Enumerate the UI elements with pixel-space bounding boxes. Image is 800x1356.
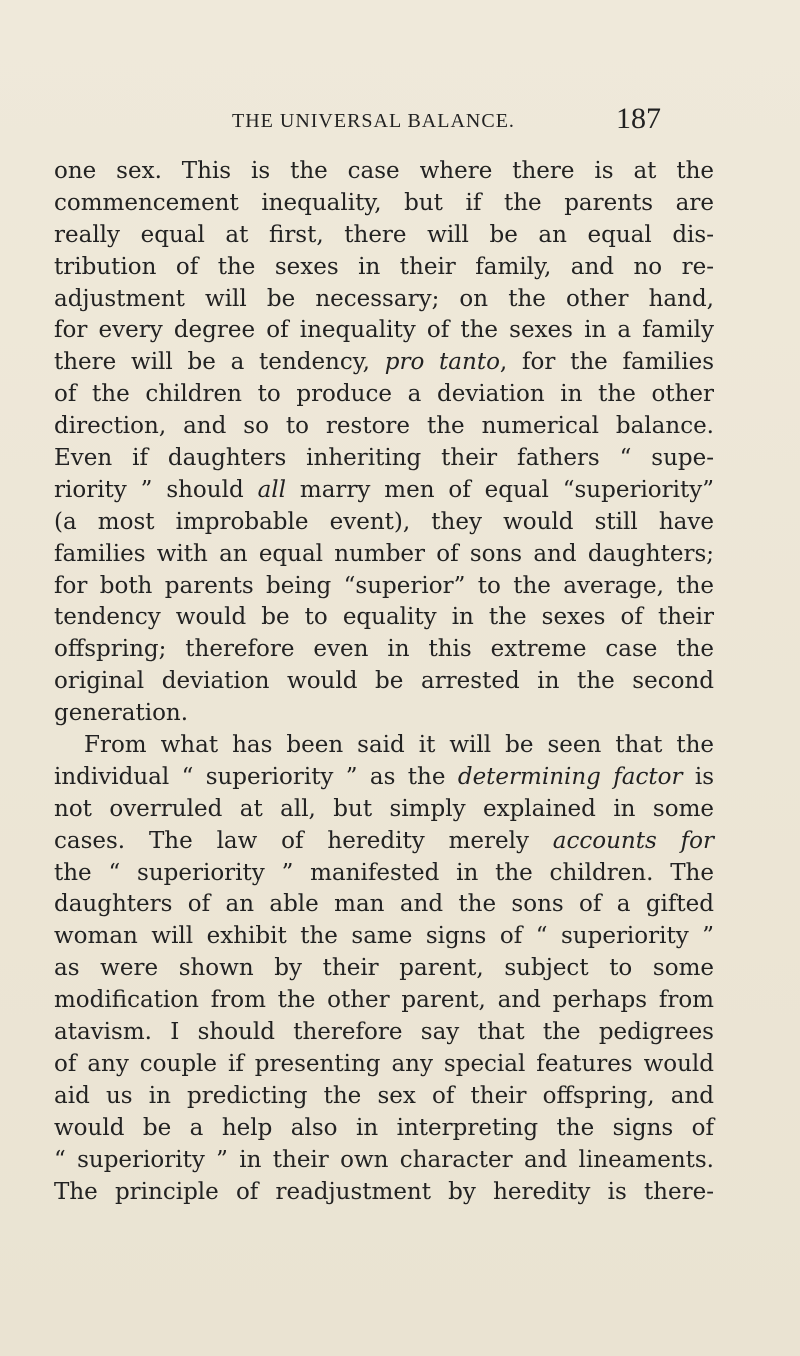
text-line: commencement inequality, but if the parents are [54, 189, 714, 216]
text-line: as were shown by their parent, subject to some [54, 955, 714, 982]
text-line: From what has been said it will be seen that the [84, 732, 714, 759]
text-line: daughters of an able man and the sons of a gifted [54, 891, 714, 918]
italic-text: pro tanto [384, 349, 500, 376]
text-segment: individual “ superiority ” as the [54, 763, 458, 790]
text-segment: riority ” should [54, 476, 258, 503]
italic-text: all [257, 476, 286, 503]
body-text [54, 156, 714, 1208]
text-segment: cases. The law of heredity merely [54, 827, 553, 854]
text-line: original deviation would be arrested in the second [54, 668, 714, 695]
text-line: would be a help also in interpreting the signs of [54, 1114, 714, 1141]
text-line: adjustment will be necessary; on the other hand, [54, 285, 714, 312]
text-line [54, 475, 714, 507]
text-line: generation. [54, 700, 189, 727]
running-title: THE UNIVERSAL BALANCE. [232, 110, 515, 132]
text-line: aid us in predicting the sex of their offspring, and [54, 1082, 714, 1109]
running-head [0, 102, 800, 142]
text-line: atavism. I should therefore say that the pedigrees [54, 1019, 714, 1046]
text-line: for every degree of inequality of the sexes in a family [54, 317, 714, 344]
text-line: offspring; therefore even in this extreme case the [54, 636, 714, 663]
text-line: families with an equal number of sons and daughters; [54, 540, 714, 567]
text-line: modification from the other parent, and perhaps from [54, 987, 714, 1014]
page-number: 187 [616, 102, 661, 135]
text-segment: , for the families [499, 349, 715, 376]
text-line: woman will exhibit the same signs of “ superiority ” [54, 923, 714, 950]
text-line: Even if daughters inheriting their fathers “ supe- [54, 445, 714, 472]
text-line: for both parents being “superior” to the average, the [54, 572, 714, 599]
text-line: one sex. This is the case where there is at the [54, 158, 714, 184]
italic-text: accounts for [552, 827, 714, 854]
italic-text: determining factor [457, 763, 683, 790]
text-line: of any couple if presenting any special features would [54, 1050, 714, 1077]
text-line [54, 347, 714, 379]
text-line: (a most improbable event), they would still have [54, 508, 714, 535]
text-line: not overruled at all, but simply explained in some [54, 795, 714, 822]
text-segment: there will be a tendency, [54, 349, 385, 376]
text-line [54, 826, 714, 858]
text-line: direction, and so to restore the numerical balance. [54, 413, 714, 440]
text-line: tendency would be to equality in the sexes of their [54, 604, 714, 631]
text-line: tribution of the sexes in their family, and no re- [54, 253, 714, 280]
text-line: really equal at first, there will be an equal dis- [54, 221, 714, 248]
text-segment: marry men of equal “superiority” [286, 476, 714, 503]
text-line: of the children to produce a deviation in the other [54, 381, 714, 408]
text-line: the “ superiority ” manifested in the children. The [54, 859, 714, 886]
text-line: “ superiority ” in their own character and lineaments. [54, 1146, 714, 1173]
text-line: The principle of readjustment by heredity is there- [54, 1178, 714, 1205]
text-segment: is [682, 763, 714, 790]
text-line [54, 762, 714, 794]
